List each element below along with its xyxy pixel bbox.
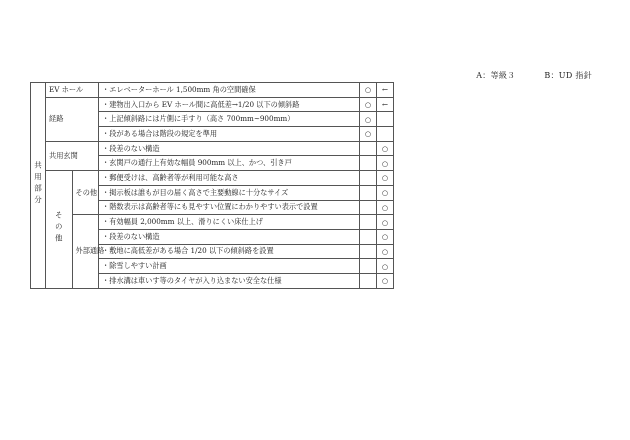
section-cell (31, 83, 46, 289)
mark-a (360, 141, 377, 156)
table-row (31, 156, 590, 171)
category-cell: 外部通路 (72, 215, 99, 288)
item-cell: ・排水溝は車いす等のタイヤが入り込まない安全な仕様 (99, 273, 360, 288)
item-cell: ・階数表示は高齢者等にも見やすい位置にわかりやすい表示で設置 (99, 200, 360, 215)
mark-a: ○ (360, 127, 377, 142)
item-cell: ・有効幅員 2,000mm 以上、滑りにくい床仕上げ (99, 215, 360, 230)
item-cell: ・郵便受けは、高齢者等が利用可能な高さ (99, 171, 360, 186)
category-cell: 共用玄関 (46, 141, 99, 170)
table-row (31, 97, 590, 112)
mark-a (360, 259, 377, 274)
mark-a (360, 185, 377, 200)
mark-a: ○ (360, 97, 377, 112)
table-row (31, 185, 590, 200)
table-row (31, 127, 590, 142)
table-row (31, 200, 590, 215)
mark-a: ○ (360, 112, 377, 127)
mark-b: ○ (377, 185, 394, 200)
mark-b: ○ (377, 259, 394, 274)
mark-b: ○ (377, 273, 394, 288)
table-row (31, 259, 590, 274)
mark-a (360, 244, 377, 259)
section-label: 共用部分 (33, 161, 43, 208)
table-row (31, 273, 590, 288)
item-cell: ・建物出入口から EV ホール間に高低差→1/20 以下の傾斜路 (99, 97, 360, 112)
category-cell: EV ホール (46, 83, 99, 98)
item-cell: ・段がある場合は階段の規定を準用 (99, 127, 360, 142)
mark-b: ○ (377, 244, 394, 259)
mark-b: ○ (377, 171, 394, 186)
mark-a (360, 215, 377, 230)
table-row (31, 112, 590, 127)
mark-b: ○ (377, 229, 394, 244)
mark-b (377, 112, 394, 127)
legend-b: B：UD 指針 (544, 71, 592, 80)
mark-b: ○ (377, 215, 394, 230)
item-cell: ・段差のない構造 (99, 229, 360, 244)
table-row (31, 83, 590, 98)
checklist-table (30, 82, 590, 289)
category-cell: 経路 (46, 97, 99, 141)
item-cell: ・掲示板は誰もが目の届く高さで主要動線に十分なサイズ (99, 185, 360, 200)
table-row (31, 171, 590, 186)
item-cell: ・玄関戸の通行上有効な幅員 900mm 以上、かつ、引き戸 (99, 156, 360, 171)
mark-a (360, 171, 377, 186)
mark-a: ○ (360, 83, 377, 98)
mark-b: ○ (377, 141, 394, 156)
mark-b: ← (377, 97, 394, 112)
table-row (31, 244, 590, 259)
table-row (31, 141, 590, 156)
mark-a (360, 156, 377, 171)
mark-b (377, 127, 394, 142)
item-cell: ・敷地に高低差がある場合 1/20 以下の傾斜路を設置 (99, 244, 360, 259)
subsection-label: その他 (54, 211, 64, 246)
mark-b: ← (377, 83, 394, 98)
item-cell: ・段差のない構造 (99, 141, 360, 156)
legend (476, 70, 592, 81)
subsection-cell (46, 171, 73, 289)
mark-a (360, 229, 377, 244)
item-cell: ・上記傾斜路には片側に手すり（高さ 700mm~900mm） (99, 112, 360, 127)
category-cell: その他 (72, 171, 99, 215)
mark-a (360, 200, 377, 215)
table-row (31, 215, 590, 230)
item-cell: ・除雪しやすい計画 (99, 259, 360, 274)
mark-a (360, 273, 377, 288)
item-cell: ・エレベーターホール 1,500mm 角の空間確保 (99, 83, 360, 98)
legend-a: A：等級３ (476, 71, 516, 80)
mark-b: ○ (377, 156, 394, 171)
table-row (31, 229, 590, 244)
mark-b: ○ (377, 200, 394, 215)
